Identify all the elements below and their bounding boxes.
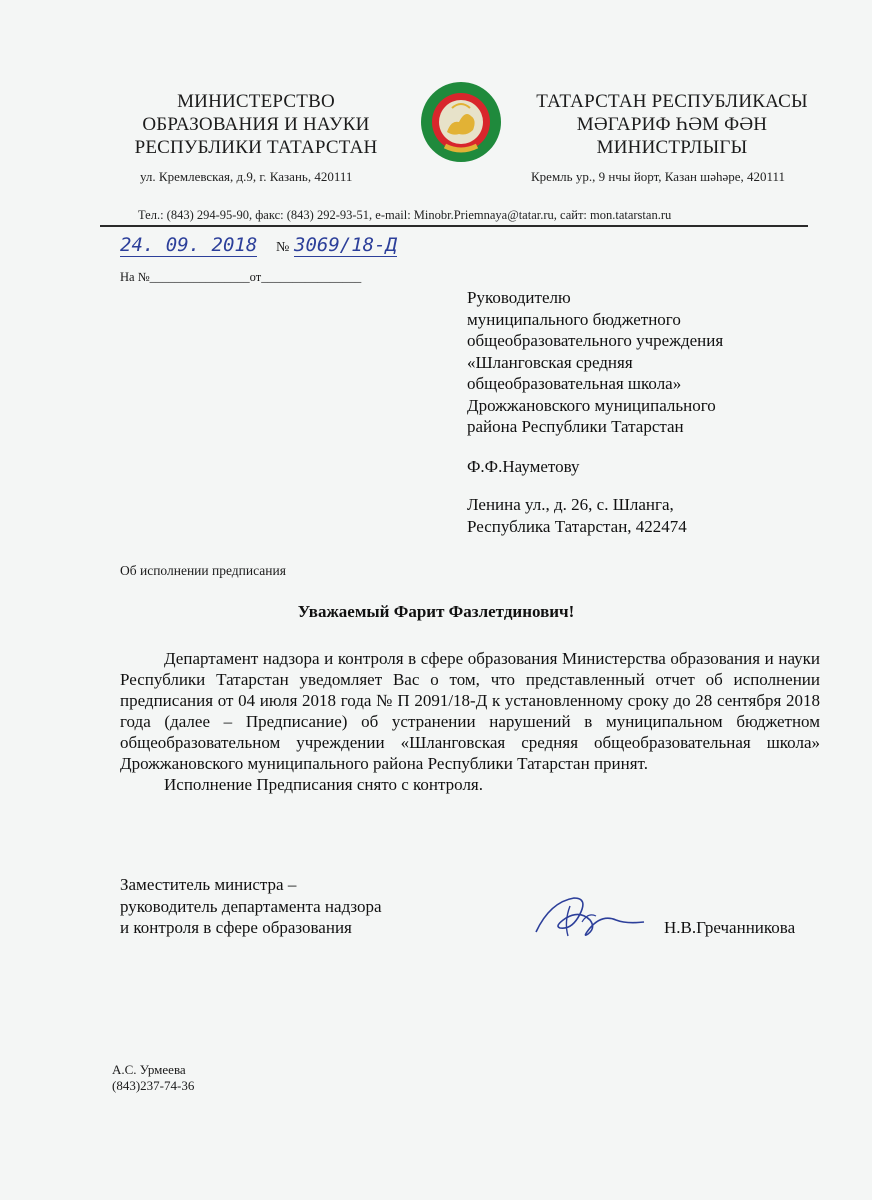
recipient-block	[467, 287, 723, 438]
reply-number-blank: ________________	[149, 270, 250, 284]
header-right-line-3: МИНИСТРЛЫГЫ	[596, 137, 748, 158]
signatory-position-line-2: руководитель департамента надзора	[120, 896, 382, 916]
registration-number: 3069/18-Д	[294, 234, 397, 256]
recipient-line-2: муниципального бюджетного	[467, 309, 681, 329]
ministry-name-tatar	[526, 90, 818, 159]
tatarstan-emblem-icon	[419, 80, 503, 164]
reply-from-label: от	[249, 270, 262, 284]
recipient-line-3: общеобразовательного учреждения	[467, 331, 724, 350]
recipient-line-5: общеобразовательная школа»	[467, 374, 682, 393]
header-divider	[100, 225, 808, 227]
recipient-address-line-1: Ленина ул., д. 26, с. Шланга,	[467, 495, 674, 514]
signatory-position-line-1: Заместитель министра –	[120, 875, 297, 894]
letter-body	[120, 648, 820, 795]
signatory-position-line-3: и контроля в сфере образования	[120, 918, 352, 937]
reply-number-label: На №	[120, 270, 150, 284]
recipient-line-4: «Шланговская средняя	[467, 352, 633, 372]
header-right-line-2: МӘГАРИФ ҺӘМ ФӘН	[576, 114, 768, 135]
contact-line: Тел.: (843) 294-95-90, факс: (843) 292-93-51, e-mail: Minobr.Priemnaya@tatar.ru, сайт: mon.tatarstan.ru	[138, 208, 672, 222]
header-left-line-1: МИНИСТЕРСТВО	[177, 91, 335, 112]
salutation: Уважаемый Фарит Фазлетдинович!	[297, 602, 575, 621]
address-tatar: Кремль ур., 9 нчы йорт, Казан шәһәре, 420111	[531, 169, 786, 184]
body-paragraph-2: Исполнение Предписания снято с контроля.	[164, 775, 483, 794]
letter-subject: Об исполнении предписания	[120, 563, 286, 578]
reply-reference	[120, 270, 361, 285]
signatory-position	[120, 874, 382, 939]
recipient-address-line-2: Республика Татарстан, 422474	[467, 516, 687, 536]
address-russian: ул. Кремлевская, д.9, г. Казань, 420111	[140, 169, 353, 184]
recipient-address	[467, 494, 687, 537]
executor-info	[112, 1062, 194, 1094]
header-left-line-3: РЕСПУБЛИКИ ТАТАРСТАН	[134, 137, 378, 158]
reply-from-blank: ________________	[261, 270, 362, 284]
recipient-line-1: Руководителю	[467, 288, 571, 307]
ministry-name-russian	[120, 90, 392, 159]
executor-name: А.С. Урмеева	[112, 1062, 186, 1077]
registration-number-label: №	[276, 240, 290, 255]
signatory-name: Н.В.Гречанникова	[664, 918, 796, 937]
header-right-line-1: ТАТАРСТАН РЕСПУБЛИКАСЫ	[536, 91, 808, 112]
executor-phone: (843)237-74-36	[112, 1078, 195, 1093]
body-paragraph-1: Департамент надзора и контроля в сфере образования Министерства образования и науки Республики Татарстан уведомляет Вас о том, что представленный отчет об исполнении предписания от 04 июля 2018 года № П 2091/18-Д к установленному сроку до 28 сентября 2018 года (далее – Предписание) об устранении нарушений в муниципальном бюджетном общеобразовательном учреждении «Шланговская средняя общеобразовательная школа» Дрожжановского муниципального района Республики Татарстан принят.	[120, 649, 820, 773]
header-left-line-2: ОБРАЗОВАНИЯ И НАУКИ	[142, 114, 370, 135]
registration-date: 24. 09. 2018	[120, 234, 258, 256]
handwritten-signature-icon	[530, 892, 650, 944]
recipient-name: Ф.Ф.Науметову	[467, 457, 580, 476]
recipient-line-7: района Республики Татарстан	[467, 417, 684, 436]
recipient-line-6: Дрожжановского муниципального	[467, 395, 716, 415]
